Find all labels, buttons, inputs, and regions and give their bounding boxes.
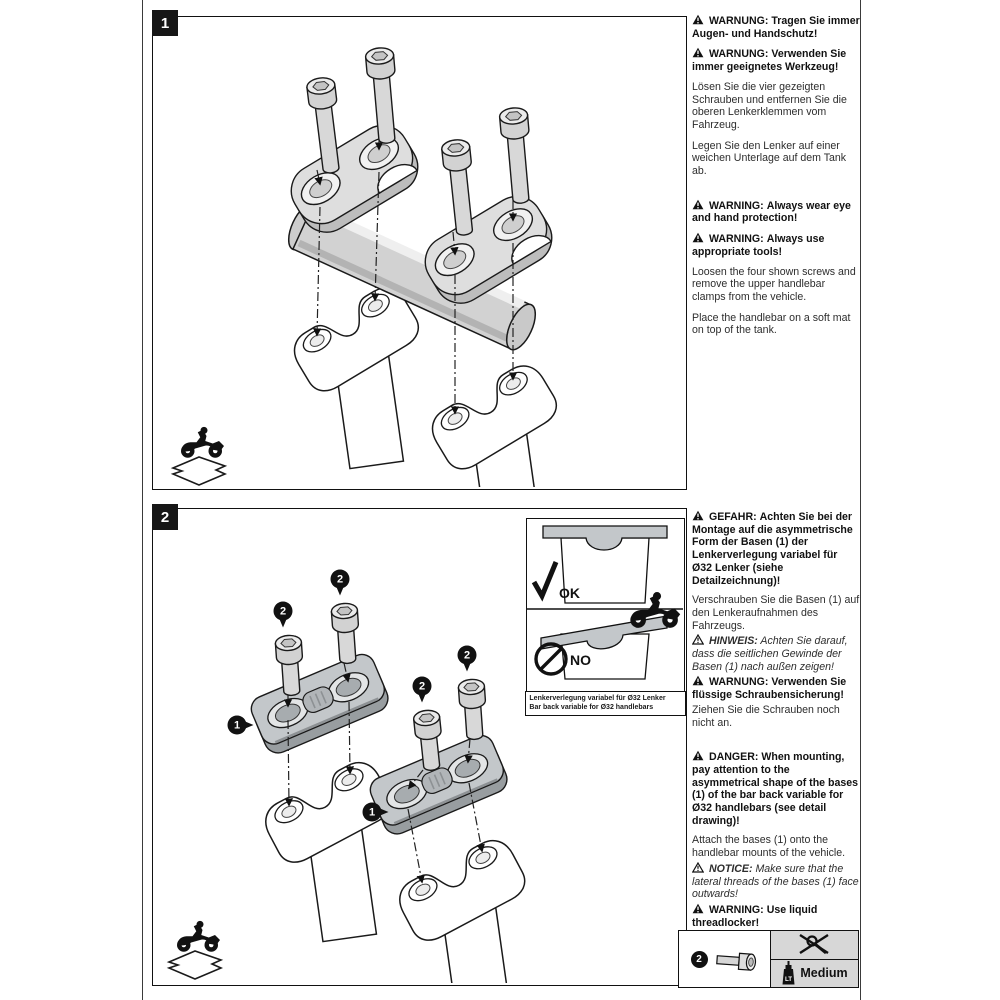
- instruction-paragraph: Legen Sie den Lenker auf einer weichen Unterlage auf dem Tank ab.: [692, 139, 847, 178]
- warning-triangle-icon: [692, 750, 704, 761]
- prohibition-icon: [536, 644, 566, 674]
- warning-label: WARNING:: [708, 199, 764, 212]
- balloon-2: 2: [336, 573, 344, 586]
- warning-label: WARNUNG:: [708, 676, 769, 689]
- no-torque-wrench-icon: [795, 932, 835, 957]
- notice-text: Achten Sie darauf, dass die seitlichen Gewinde der Basen (1) nach außen zeigen!: [692, 635, 848, 673]
- step-2-number: 2: [160, 508, 170, 526]
- bottle-code: LT: [785, 976, 793, 984]
- threadlocker-cell: [771, 960, 858, 988]
- fastener-legend: [678, 930, 859, 988]
- balloon-2: 2: [279, 605, 287, 618]
- warning-text: Verwenden Sie immer geeignetes Werkzeug!: [692, 48, 847, 74]
- step-1-panel: [152, 16, 687, 490]
- base-part: [247, 650, 392, 757]
- notice-triangle-icon: [692, 862, 704, 873]
- legend-torque-cells: [770, 931, 858, 987]
- balloon-2: 2: [418, 680, 426, 693]
- danger-block: [692, 750, 860, 827]
- warning-triangle-icon: [692, 903, 704, 914]
- instruction-paragraph: Loosen the four shown screws and remove the upper handlebar clamps from the vehicle.: [692, 265, 856, 303]
- warning-block: [692, 903, 860, 929]
- notice-text: Make sure that the lateral threads of the bases (1) face outwards!: [692, 862, 859, 901]
- warning-text: Always use appropriate tools!: [692, 233, 825, 258]
- ok-label: OK: [559, 585, 580, 601]
- warning-block: [692, 199, 860, 225]
- danger-block: [692, 510, 860, 587]
- warning-label: WARNING:: [708, 903, 764, 916]
- warning-label: WARNUNG:: [708, 48, 769, 61]
- danger-label: GEFAHR:: [708, 511, 757, 523]
- base-screw: [458, 679, 488, 741]
- step-1-illustration: [153, 14, 684, 487]
- warning-triangle-icon: [692, 510, 704, 521]
- warning-text: Tragen Sie immer Augen- und Handschutz!: [692, 15, 860, 40]
- instruction-paragraph: Lösen Sie die vier gezeigten Schrauben und entfernen Sie die oberen Lenkerklemmen vom Fahrzeug.: [692, 80, 847, 131]
- inset-caption-de: Lenkerverlegung variabel für Ø32 Lenker: [529, 694, 666, 702]
- screw-icon: [713, 946, 759, 972]
- notice-block: [692, 634, 860, 673]
- page-border-right: [860, 0, 861, 1000]
- step-1-badge: [152, 10, 178, 36]
- warning-triangle-icon: [692, 232, 704, 243]
- warning-text: Verwenden Sie flüssige Schraubensicherung!: [692, 676, 847, 702]
- no-label: NO: [570, 652, 591, 668]
- warning-text: Use liquid threadlocker!: [692, 903, 818, 929]
- step-2-instructions: [692, 510, 860, 952]
- riding-direction-icon: [161, 919, 231, 981]
- motorcycle-icon: [181, 427, 224, 458]
- warning-label: WARNING:: [708, 233, 764, 246]
- notice-label: HINWEIS:: [708, 635, 758, 648]
- clamp-screw: [499, 107, 535, 205]
- notice-triangle-icon: [692, 634, 704, 645]
- warning-triangle-icon: [692, 675, 704, 686]
- warning-triangle-icon: [692, 14, 704, 25]
- notice-block: [692, 862, 860, 901]
- notice-label: NOTICE:: [708, 862, 753, 875]
- instruction-paragraph: Place the handlebar on a soft mat on top of the tank.: [692, 311, 851, 337]
- step-2-panel: [152, 508, 687, 986]
- motorcycle-icon: [177, 921, 220, 952]
- balloon-1: 1: [233, 719, 241, 732]
- danger-label: DANGER:: [708, 751, 759, 764]
- warning-triangle-icon: [692, 199, 704, 210]
- warning-label: WARNUNG:: [708, 15, 769, 27]
- inset-caption: [525, 691, 685, 716]
- instruction-paragraph: Verschrauben Sie die Basen (1) auf den Lenkeraufnahmen des Fahrzeugs.: [692, 594, 860, 632]
- warning-triangle-icon: [692, 47, 704, 58]
- threadlocker-bottle-icon: [781, 960, 796, 986]
- threadlocker-strength: Medium: [800, 966, 848, 981]
- instruction-paragraph: Attach the bases (1) onto the handlebar mounts of the vehicle.: [692, 834, 846, 860]
- warning-block: [692, 675, 860, 701]
- part-number: 2: [696, 953, 702, 965]
- danger-text: When mounting, pay attention to the asymmetrical shape of the bases (1) of the bar back variable for Ø32 handlebars (see detail drawing)!: [692, 751, 859, 827]
- page-border-left: [142, 0, 143, 1000]
- inset-drawing: [527, 519, 683, 687]
- balloon-2: 2: [463, 649, 471, 662]
- no-torque-wrench-cell: [771, 931, 858, 960]
- base-part: [366, 731, 511, 838]
- check-icon: [534, 562, 556, 596]
- warning-text: Always wear eye and hand protection!: [692, 199, 851, 225]
- warning-block: [692, 232, 860, 258]
- warning-block: [692, 47, 860, 73]
- instruction-paragraph: Ziehen Sie die Schrauben noch nicht an.: [692, 703, 840, 729]
- part-number-badge: [691, 951, 708, 968]
- legend-part-cell: [679, 931, 770, 987]
- warning-block: [692, 14, 860, 40]
- inset-caption-en: Bar back variable for Ø32 handlebars: [529, 704, 654, 712]
- step-1-number: 1: [160, 14, 170, 32]
- balloon-1: 1: [368, 806, 376, 819]
- step-2-badge: [152, 504, 178, 530]
- detail-inset: [526, 518, 685, 715]
- riding-direction-icon: [165, 425, 235, 487]
- step-1-instructions: [692, 14, 860, 345]
- danger-text: Achten Sie bei der Montage auf die asymmetrische Form der Basen (1) der Lenkerverlegung variabel für Ø32 Lenker (siehe Detailzeichnung)!: [692, 511, 853, 587]
